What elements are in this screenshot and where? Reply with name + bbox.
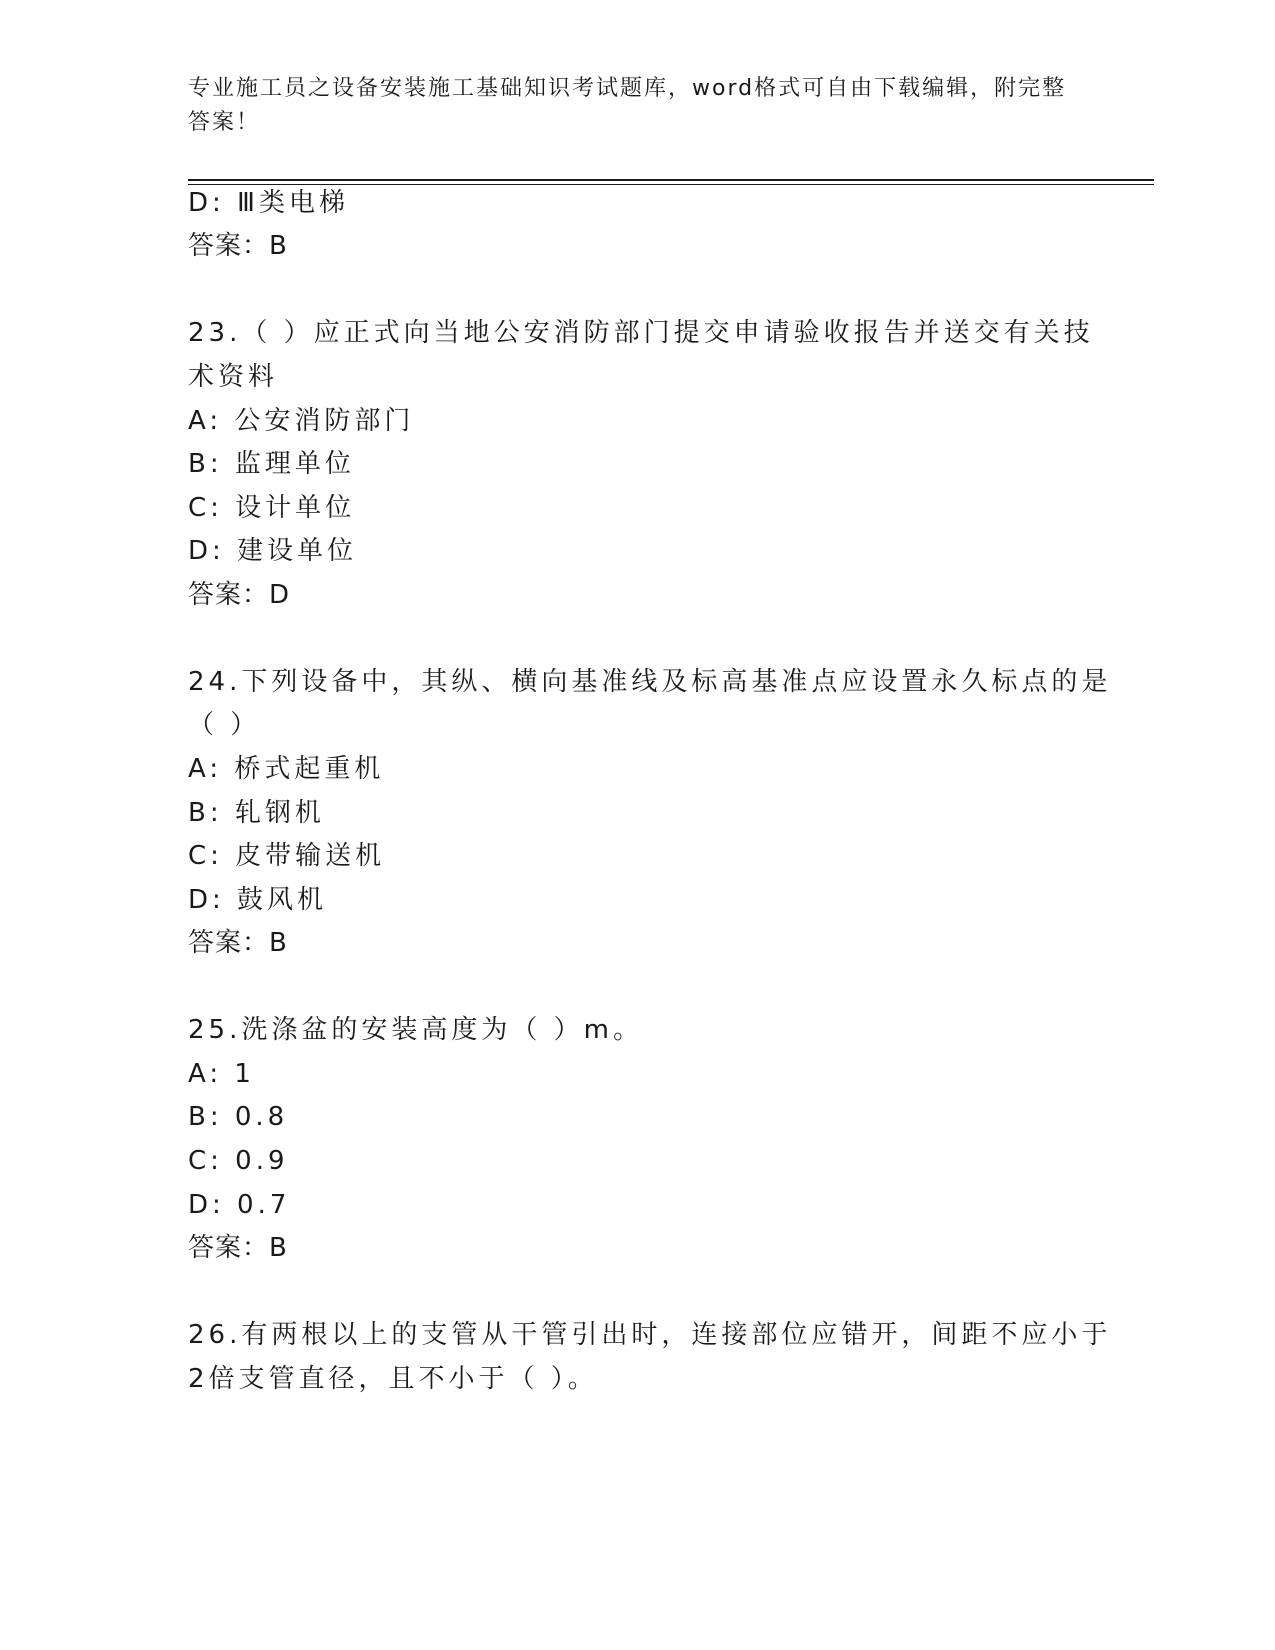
- question-24-option-c: C: 皮带输送机: [188, 841, 386, 871]
- question-24-text-line2: （ ）: [188, 710, 261, 740]
- question-23-text-line2: 术资料: [188, 362, 279, 392]
- answer-label: 答案：B: [188, 231, 288, 261]
- question-25-option-d: D: 0.7: [188, 1190, 291, 1220]
- question-23-option-b: B: 监理单位: [188, 449, 355, 479]
- question-23-option-c: C: 设计单位: [188, 493, 356, 523]
- question-25-option-a: A: 1: [188, 1059, 255, 1089]
- question-24-option-b: B: 轧钢机: [188, 798, 325, 828]
- question-24-answer: 答案：B: [188, 928, 288, 958]
- question-24-text-line1: 24.下列设备中，其纵、横向基准线及标高基准点应设置永久标点的是: [188, 667, 1112, 697]
- question-23-text-line1: 23.（ ）应正式向当地公安消防部门提交申请验收报告并送交有关技: [188, 318, 1094, 348]
- question-25-answer: 答案：B: [188, 1233, 288, 1263]
- question-24-option-d: D: 鼓风机: [188, 885, 328, 915]
- question-24-option-a: A: 桥式起重机: [188, 754, 385, 784]
- header-divider-thin: [188, 184, 1154, 185]
- question-23-option-d: D: 建设单位: [188, 536, 358, 566]
- option-d: D: Ⅲ类电梯: [188, 188, 349, 218]
- header-divider-thick: [188, 179, 1154, 181]
- question-26-text-line2: 2倍支管直径，且不小于（ ）。: [188, 1364, 598, 1394]
- question-25-text: 25.洗涤盆的安装高度为（ ）m。: [188, 1015, 643, 1045]
- question-23-option-a: A: 公安消防部门: [188, 406, 415, 436]
- question-25-option-b: B: 0.8: [188, 1102, 289, 1132]
- question-26-text-line1: 26.有两根以上的支管从干管引出时，连接部位应错开，间距不应小于: [188, 1320, 1112, 1350]
- question-25-option-c: C: 0.9: [188, 1146, 289, 1176]
- document-header: 专业施工员之设备安装施工基础知识考试题库，word格式可自由下载编辑，附完整答案！: [188, 76, 1067, 135]
- question-23-answer: 答案：D: [188, 580, 291, 610]
